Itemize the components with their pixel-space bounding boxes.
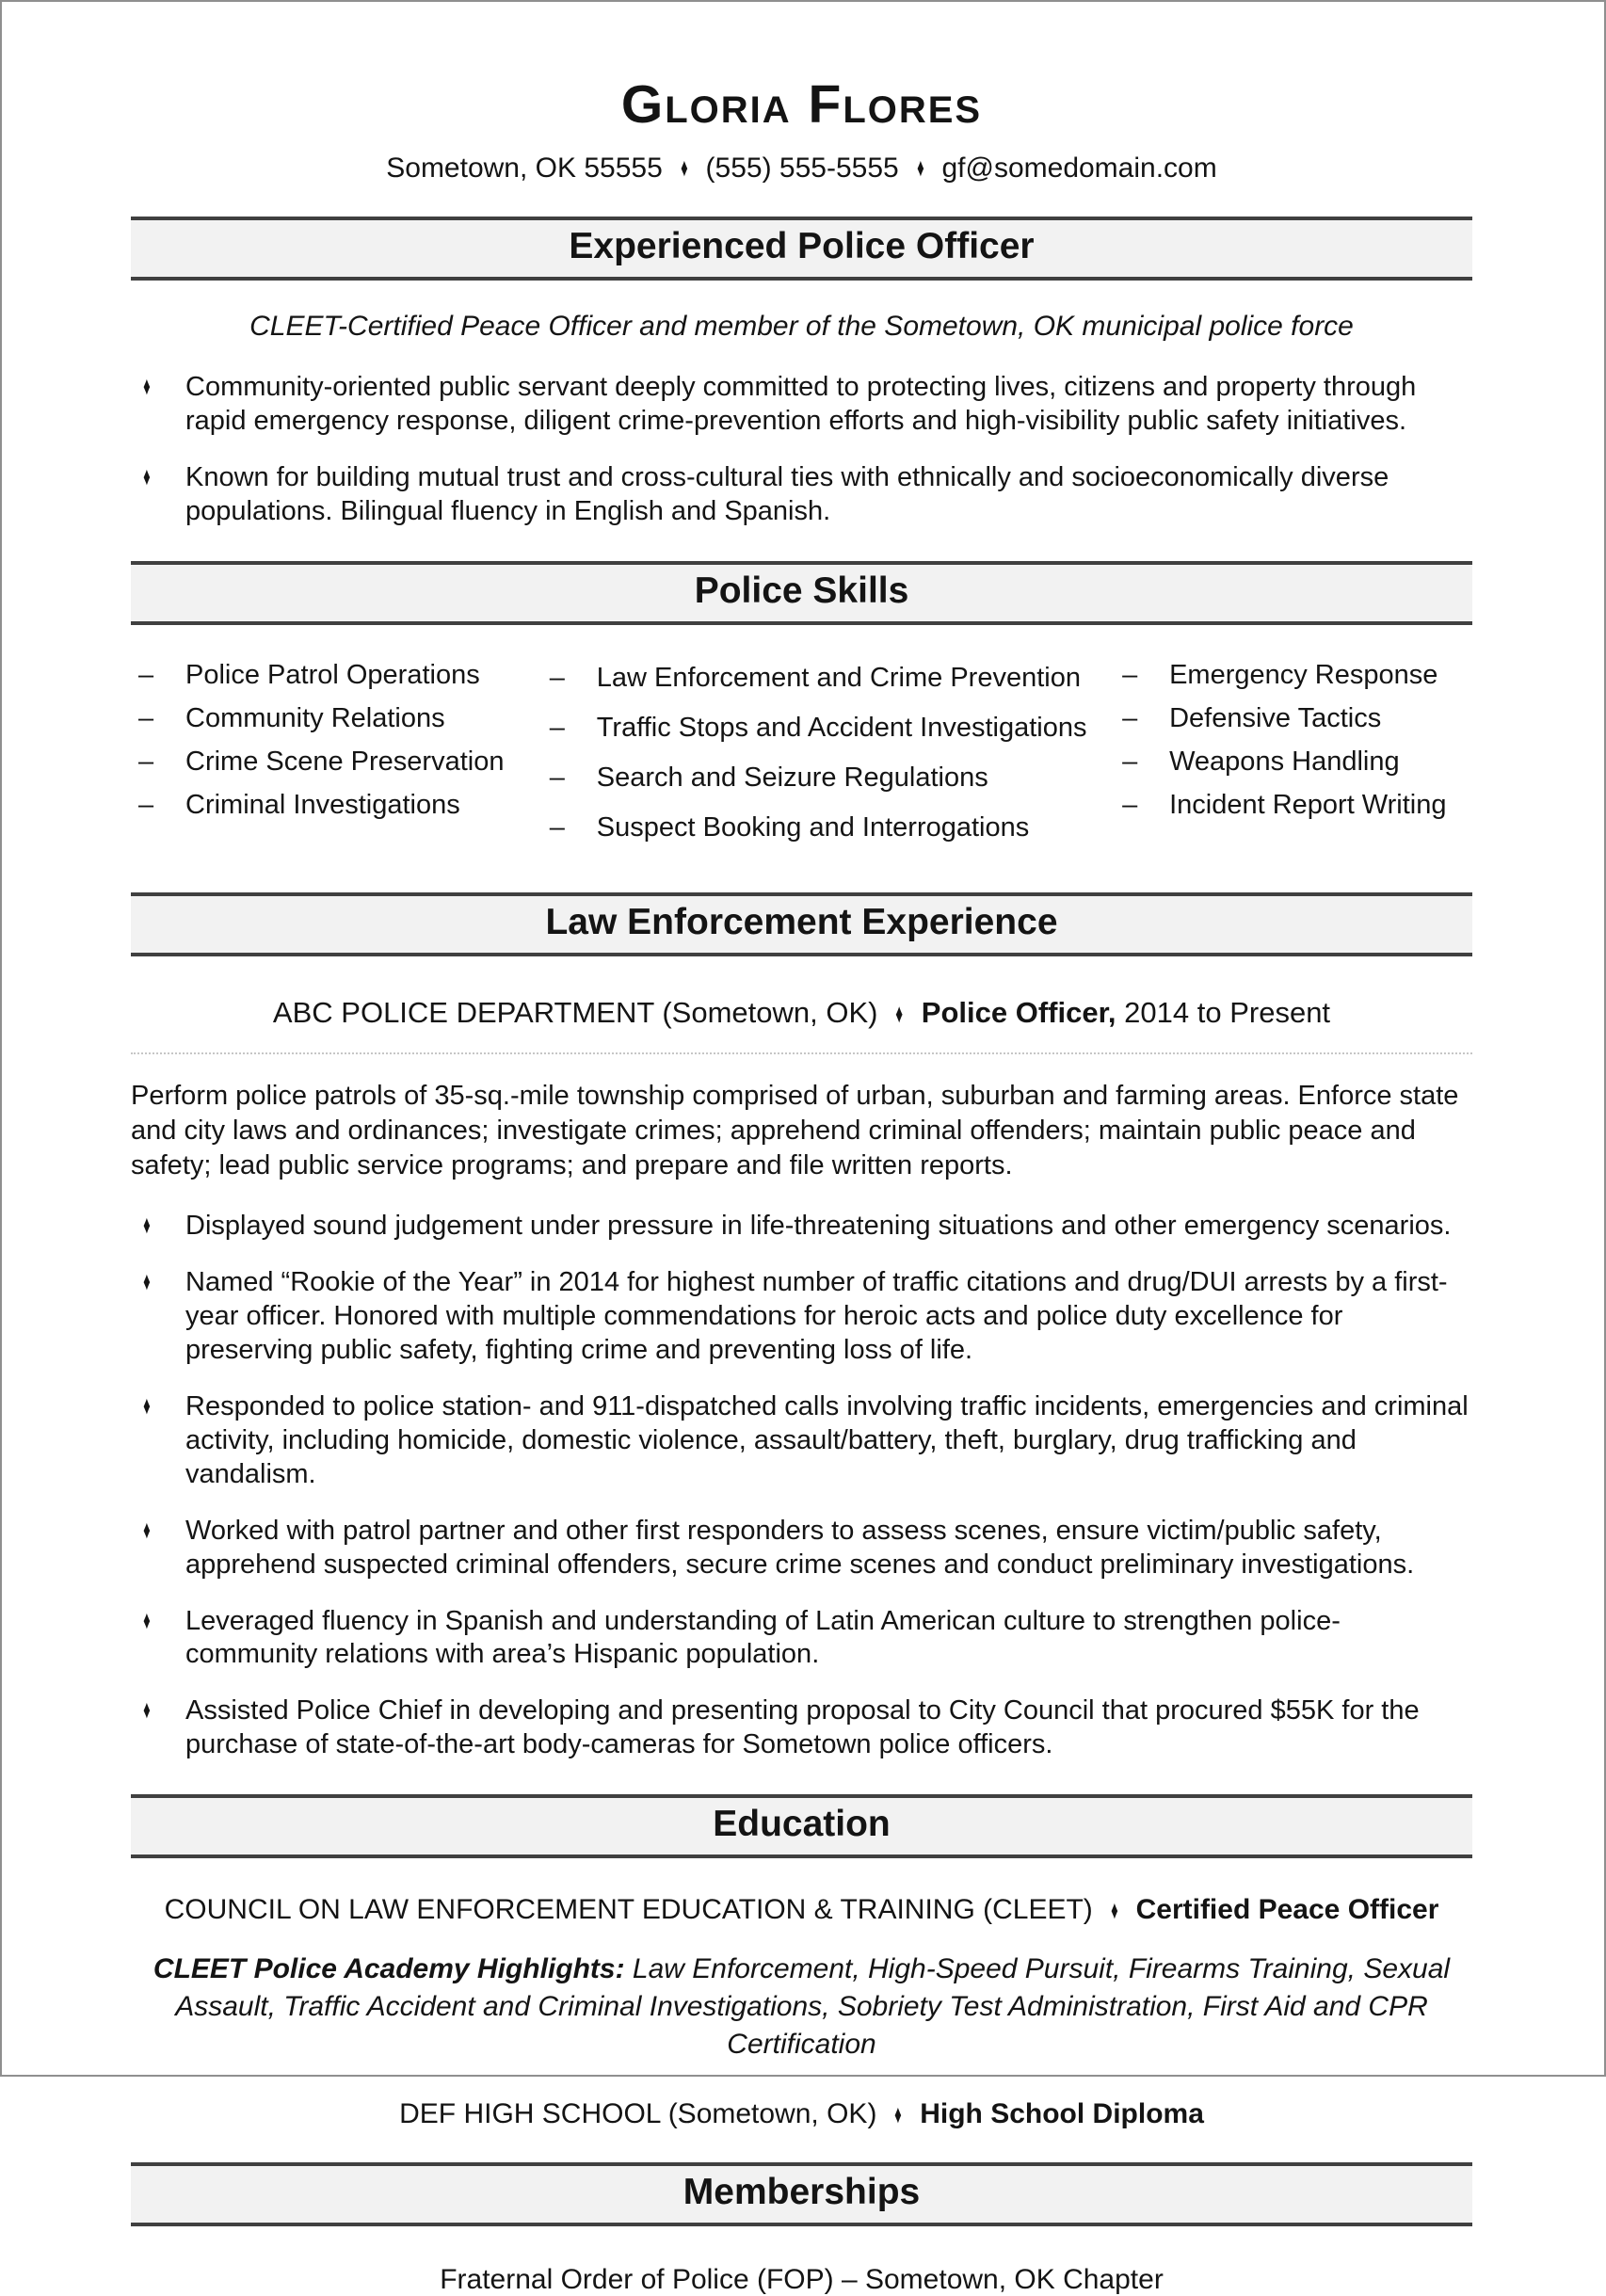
- dash-bullet-icon: –: [138, 659, 154, 690]
- experience-bullet-text: Worked with patrol partner and other first responders to assess scenes, ensure victim/public safety, apprehend suspected criminal offenders, secure crime scenes and conduct preliminary investigations.: [185, 1515, 1415, 1580]
- diamond-bullet-icon: ♦: [143, 1390, 151, 1420]
- skill-text: Weapons Handling: [1169, 746, 1400, 777]
- skill-text: Crime Scene Preservation: [185, 746, 505, 777]
- dotted-divider: [131, 1052, 1472, 1054]
- dash-bullet-icon: –: [138, 746, 154, 777]
- diamond-bullet-icon: ♦: [143, 371, 151, 400]
- experience-bullet: [131, 1266, 1472, 1368]
- skill-text: Emergency Response: [1169, 659, 1438, 690]
- contact-line: [131, 153, 1472, 185]
- diamond-bullet-icon: ♦: [143, 1210, 151, 1239]
- education-cleet-line: [131, 1894, 1472, 1926]
- experience-bullet-text: Assisted Police Chief in developing and presenting proposal to City Council that procured $55K for the purchase of state-of-the-art body-cameras for Sometown police officers.: [185, 1695, 1420, 1760]
- skill-text: Community Relations: [185, 702, 445, 733]
- experience-bullet-text: Displayed sound judgement under pressure in life-threatening situations and other emergency scenarios.: [185, 1210, 1452, 1241]
- experience-bullet-list: [131, 1210, 1472, 1762]
- education-credential: Certified Peace Officer: [1135, 1894, 1439, 1926]
- skill-item: [1115, 746, 1472, 779]
- education-institution: COUNCIL ON LAW ENFORCEMENT EDUCATION & TRAINING (CLEET): [164, 1894, 1093, 1926]
- skill-text: Police Patrol Operations: [185, 659, 480, 690]
- section-header-memberships: Memberships: [131, 2162, 1472, 2226]
- education-highschool-line: [131, 2098, 1472, 2130]
- diamond-bullet-icon: ♦: [143, 1515, 151, 1544]
- education-credential: High School Diploma: [920, 2098, 1204, 2130]
- summary-bullet: [131, 461, 1472, 529]
- dash-bullet-icon: –: [1122, 702, 1138, 733]
- skills-column-2: [542, 659, 1115, 861]
- skills-column-3: [1115, 659, 1472, 861]
- section-header-police-skills: Police Skills: [131, 561, 1472, 625]
- contact-phone: (555) 555-5555: [705, 152, 899, 184]
- section-header-experienced-police-officer: Experienced Police Officer: [131, 217, 1472, 281]
- summary-bullet-list: [131, 371, 1472, 529]
- skill-item: [131, 746, 542, 779]
- diamond-bullet-icon: ♦: [143, 461, 151, 490]
- skill-item: [542, 712, 1115, 746]
- skill-item: [131, 702, 542, 736]
- education-highlights-label: CLEET Police Academy Highlights:: [153, 1953, 625, 1985]
- experience-bullet: [131, 1390, 1472, 1492]
- job-title: Police Officer,: [921, 996, 1116, 1030]
- diamond-separator-icon: ♦: [894, 2100, 903, 2129]
- skill-text: Incident Report Writing: [1169, 789, 1447, 820]
- experience-bullet: [131, 1694, 1472, 1762]
- skill-item: [1115, 659, 1472, 693]
- diamond-separator-icon: ♦: [895, 999, 904, 1029]
- candidate-name: Gloria Flores: [620, 74, 983, 135]
- skill-text: Traffic Stops and Accident Investigations: [596, 712, 1087, 743]
- education-highlights: [131, 1951, 1472, 2063]
- employer-name: ABC POLICE DEPARTMENT (Sometown, OK): [272, 996, 878, 1030]
- diamond-separator-icon: ♦: [680, 153, 688, 182]
- contact-email: gf@somedomain.com: [941, 152, 1217, 184]
- summary-bullet-text: Known for building mutual trust and cross-cultural ties with ethnically and socioeconomically diverse populations. Bilingual fluency in English and Spanish.: [185, 461, 1389, 526]
- summary-bullet-text: Community-oriented public servant deeply committed to protecting lives, citizens and property through rapid emergency response, diligent crime-prevention efforts and high-visibility public safety initiatives.: [185, 371, 1417, 436]
- experience-bullet: [131, 1515, 1472, 1582]
- experience-bullet-text: Leveraged fluency in Spanish and understanding of Latin American culture to strengthen police-community relations with area’s Hispanic population.: [185, 1605, 1341, 1670]
- skill-item: [542, 762, 1115, 795]
- skill-item: [542, 662, 1115, 696]
- diamond-bullet-icon: ♦: [143, 1605, 151, 1634]
- skills-columns: [131, 659, 1472, 861]
- experience-bullet-text: Responded to police station- and 911-dispatched calls involving traffic incidents, emergencies and criminal activity, including homicide, domestic violence, assault/battery, theft, burglary, drug trafficking and vandalism.: [185, 1390, 1469, 1489]
- dash-bullet-icon: –: [549, 811, 565, 843]
- experience-bullet-text: Named “Rookie of the Year” in 2014 for highest number of traffic citations and drug/DUI arrests by a first-year officer. Honored with multiple commendations for heroic acts and police duty excellence for preserving public safety, fighting crime and preventing loss of life.: [185, 1266, 1448, 1365]
- section-header-law-enforcement-experience: Law Enforcement Experience: [131, 892, 1472, 956]
- contact-location: Sometown, OK 55555: [386, 152, 663, 184]
- dash-bullet-icon: –: [138, 702, 154, 733]
- diamond-separator-icon: ♦: [1110, 1896, 1118, 1925]
- skill-text: Criminal Investigations: [185, 789, 460, 820]
- skill-item: [542, 811, 1115, 845]
- diamond-bullet-icon: ♦: [143, 1266, 151, 1295]
- dash-bullet-icon: –: [1122, 789, 1138, 820]
- dash-bullet-icon: –: [1122, 659, 1138, 690]
- employer-line: [131, 996, 1472, 1030]
- experience-bullet: [131, 1210, 1472, 1244]
- skill-item: [1115, 702, 1472, 736]
- resume-content: [2, 2, 1604, 2296]
- education-institution: DEF HIGH SCHOOL (Sometown, OK): [399, 2098, 877, 2130]
- experience-summary: Perform police patrols of 35-sq.-mile township comprised of urban, suburban and farming areas. Enforce state and city laws and ordinances; investigate crimes; apprehend criminal offenders; maintain public peace and safety; lead public service programs; and prepare and file written reports.: [131, 1081, 1459, 1181]
- skill-item: [131, 789, 542, 823]
- skills-column-1: [131, 659, 542, 861]
- dash-bullet-icon: –: [549, 762, 565, 793]
- dash-bullet-icon: –: [1122, 746, 1138, 777]
- skill-text: Defensive Tactics: [1169, 702, 1382, 733]
- dash-bullet-icon: –: [549, 712, 565, 743]
- job-dates: 2014 to Present: [1124, 996, 1331, 1030]
- education-highlights-text: Law Enforcement, High-Speed Pursuit, Firearms Training, Sexual Assault, Traffic Accident and Criminal Investigations, Sobriety Test Administration, First Aid and CPR Certification: [175, 1953, 1451, 2060]
- dash-bullet-icon: –: [138, 789, 154, 820]
- headline-tagline: CLEET-Certified Peace Officer and member of the Sometown, OK municipal police force: [249, 310, 1354, 342]
- dash-bullet-icon: –: [549, 662, 565, 693]
- diamond-bullet-icon: ♦: [143, 1695, 151, 1725]
- skill-item: [1115, 789, 1472, 823]
- skill-text: Search and Seizure Regulations: [596, 762, 988, 793]
- skill-item: [131, 659, 542, 693]
- diamond-separator-icon: ♦: [916, 153, 924, 182]
- experience-bullet: [131, 1605, 1472, 1673]
- skill-text: Suspect Booking and Interrogations: [596, 811, 1030, 843]
- skill-text: Law Enforcement and Crime Prevention: [596, 662, 1081, 693]
- membership-item: Fraternal Order of Police (FOP) – Sometown, OK Chapter: [440, 2264, 1164, 2296]
- summary-bullet: [131, 371, 1472, 439]
- section-header-education: Education: [131, 1794, 1472, 1858]
